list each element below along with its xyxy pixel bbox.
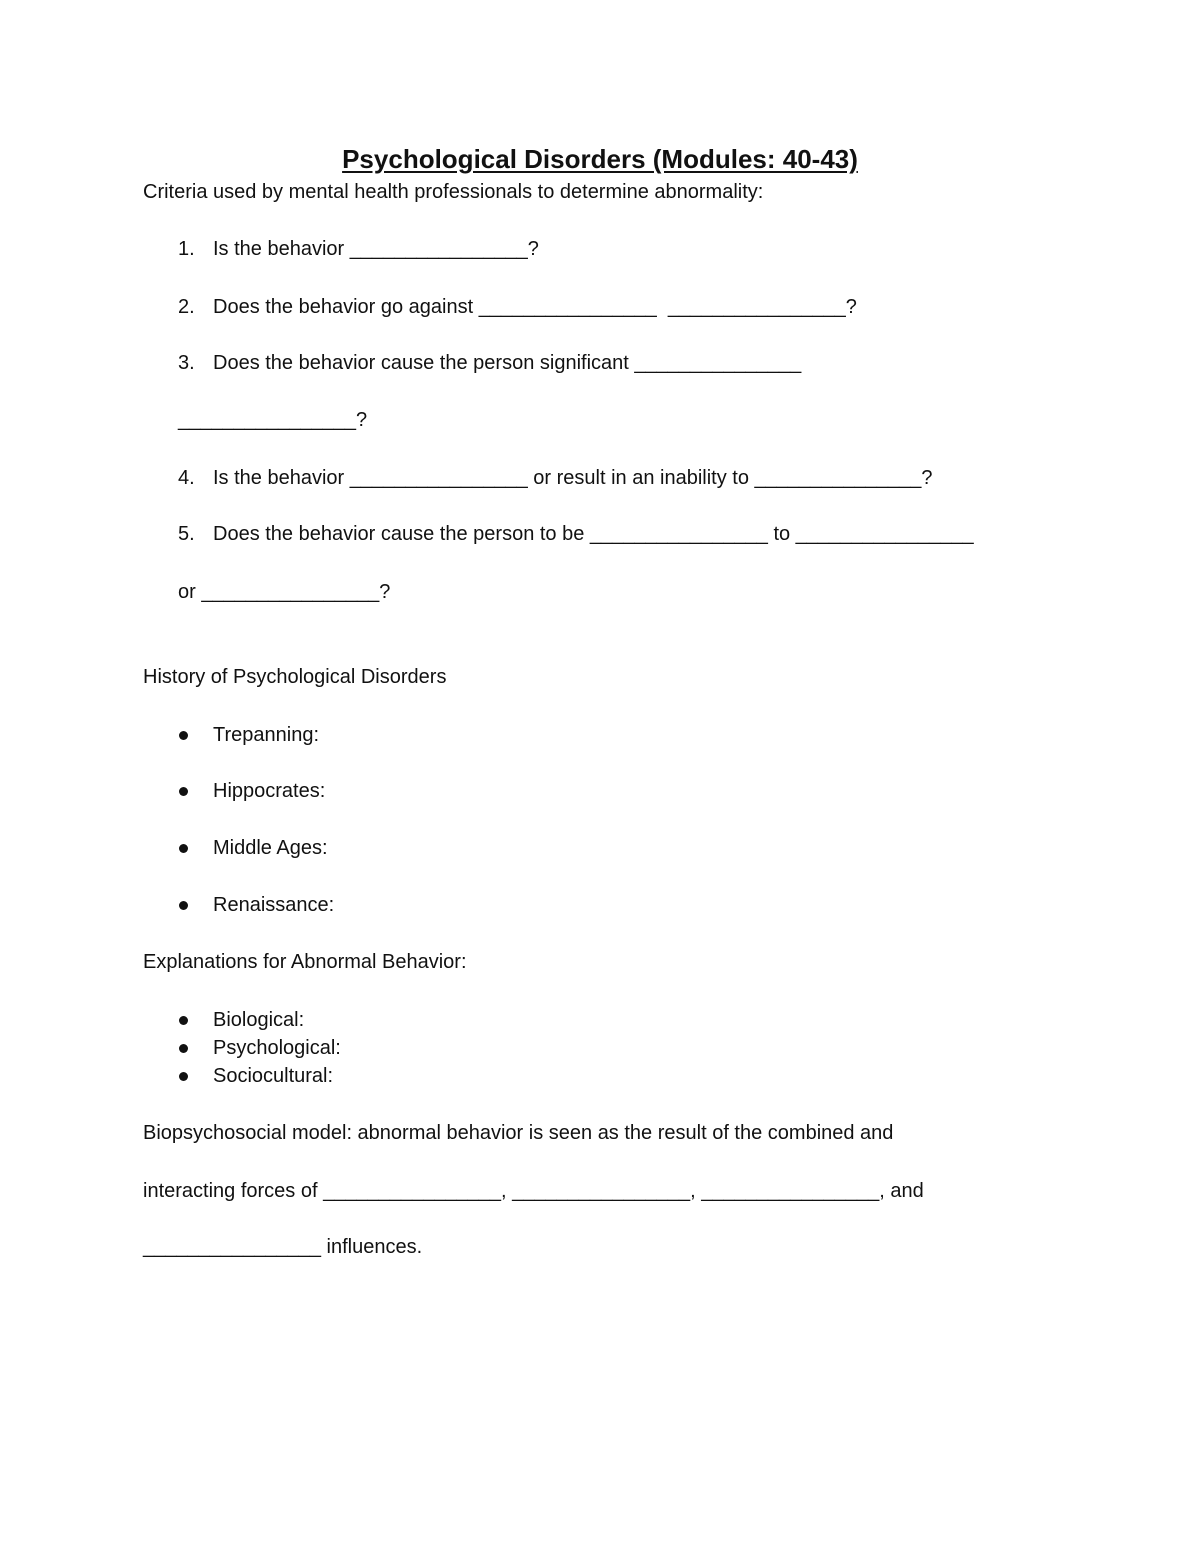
criteria-item-2: Does the behavior go against ________________ ________________? [213,296,857,318]
bullet-icon [179,731,188,740]
history-item-middle-ages: Middle Ages: [213,837,328,859]
criteria-item-3-continued: ________________? [178,409,368,431]
page-title: Psychological Disorders (Modules: 40-43) [342,144,858,174]
criteria-item-4: Is the behavior ________________ or result in an inability to _______________? [213,467,933,489]
history-item-trepanning: Trepanning: [213,724,319,746]
criteria-number-5: 5. [178,523,195,545]
criteria-intro: Criteria used by mental health professionals to determine abnormality: [143,181,764,203]
explanation-item-sociocultural: Sociocultural: [213,1065,334,1087]
biopsychosocial-line-2: interacting forces of ________________, ________________, ________________, and [143,1180,924,1202]
criteria-item-1: Is the behavior ________________? [213,238,539,260]
biopsychosocial-line-3: ________________ influences. [143,1236,423,1258]
history-item-hippocrates: Hippocrates: [213,780,326,802]
explanations-heading: Explanations for Abnormal Behavior: [143,951,467,973]
explanation-item-psychological: Psychological: [213,1037,341,1059]
criteria-number-2: 2. [178,296,195,318]
bullet-icon [179,844,188,853]
criteria-number-4: 4. [178,467,195,489]
criteria-item-5: Does the behavior cause the person to be ________________ to ________________ [213,523,974,545]
bullet-icon [179,1044,188,1053]
bullet-icon [179,787,188,796]
criteria-number-1: 1. [178,238,195,260]
biopsychosocial-line-1: Biopsychosocial model: abnormal behavior is seen as the result of the combined and [143,1122,894,1144]
bullet-icon [179,1016,188,1025]
history-item-renaissance: Renaissance: [213,894,335,916]
bullet-icon [179,1072,188,1081]
explanation-item-biological: Biological: [213,1009,305,1031]
criteria-item-5-continued: or ________________? [178,581,391,603]
criteria-item-3: Does the behavior cause the person significant _______________ [213,352,802,374]
criteria-number-3: 3. [178,352,195,374]
bullet-icon [179,901,188,910]
history-heading: History of Psychological Disorders [143,666,447,688]
